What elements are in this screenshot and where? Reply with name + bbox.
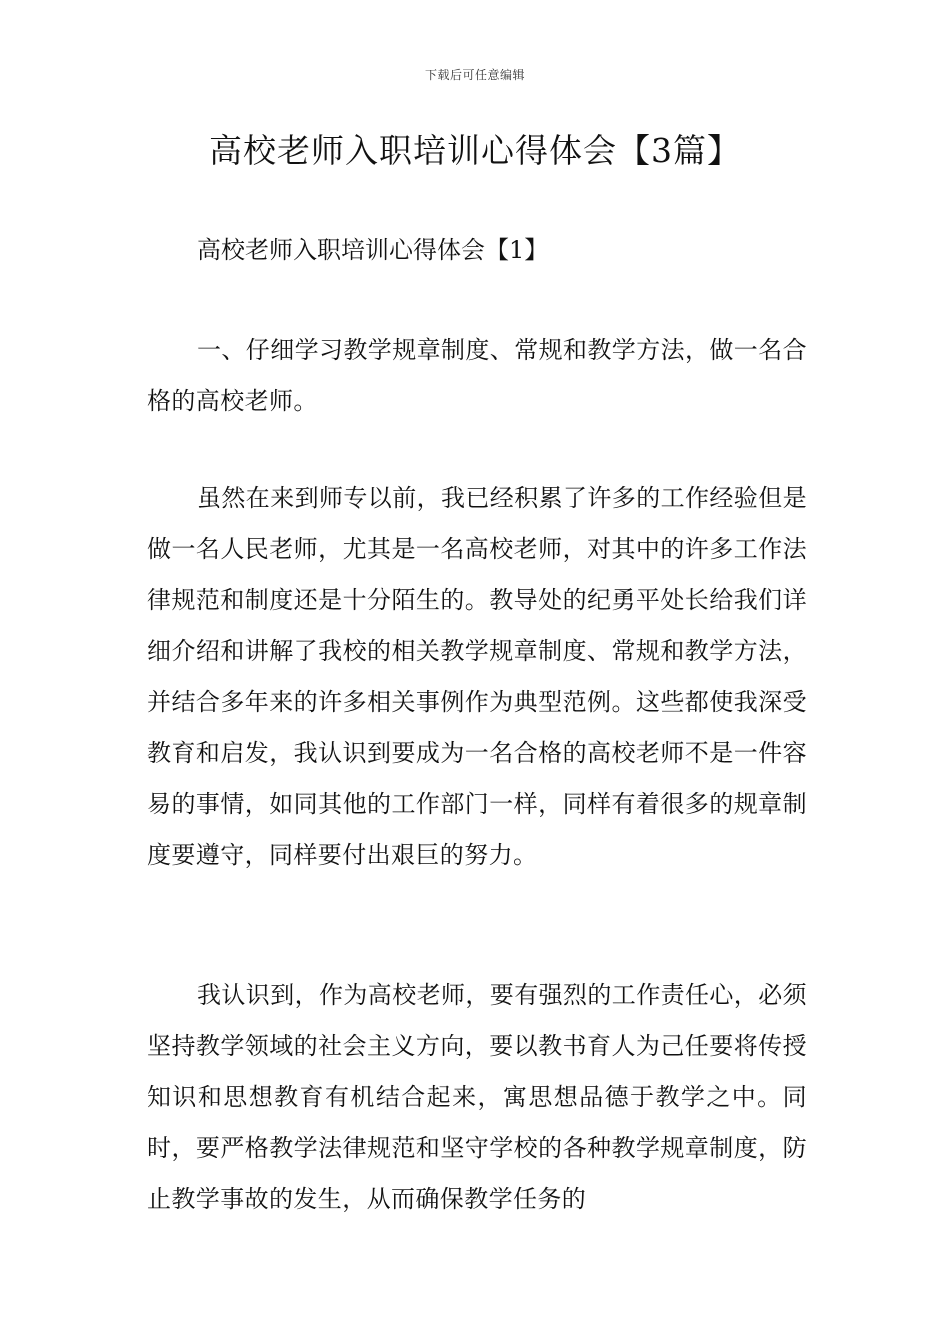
section-heading: 高校老师入职培训心得体会【1】 [197,236,549,264]
paragraph-2: 虽然在来到师专以前，我已经积累了许多的工作经验但是做一名人民老师，尤其是一名高校老师，对其中的许多工作法律规范和制度还是十分陌生的。教导处的纪勇平处长给我们详细介绍和讲解了我校的相关教学规章制度、常规和教学方法，并结合多年来的许多相关事例作为典型范例。这些都使我深受教育和启发，我认识到要成为一名合格的高校老师不是一件容易的事情，如同其他的工作部门一样，同样有着很多的规章制度要遵守，同样要付出艰巨的努力。 [147,484,807,869]
document-title: 高校老师入职培训心得体会【3篇】 [209,131,741,170]
paragraph-3: 我认识到，作为高校老师，要有强烈的工作责任心，必须坚持教学领域的社会主义方向，要以教书育人为己任要将传授知识和思想教育有机结合起来，寓思想品德于教学之中。同时，要严格教学法律规范和坚守学校的各种教学规章制度，防止教学事故的发生，从而确保教学任务的 [147,981,807,1213]
paragraph-1: 一、仔细学习教学规章制度、常规和教学方法，做一名合格的高校老师。 [147,336,807,415]
page-header-note: 下载后可任意编辑 [424,68,525,82]
